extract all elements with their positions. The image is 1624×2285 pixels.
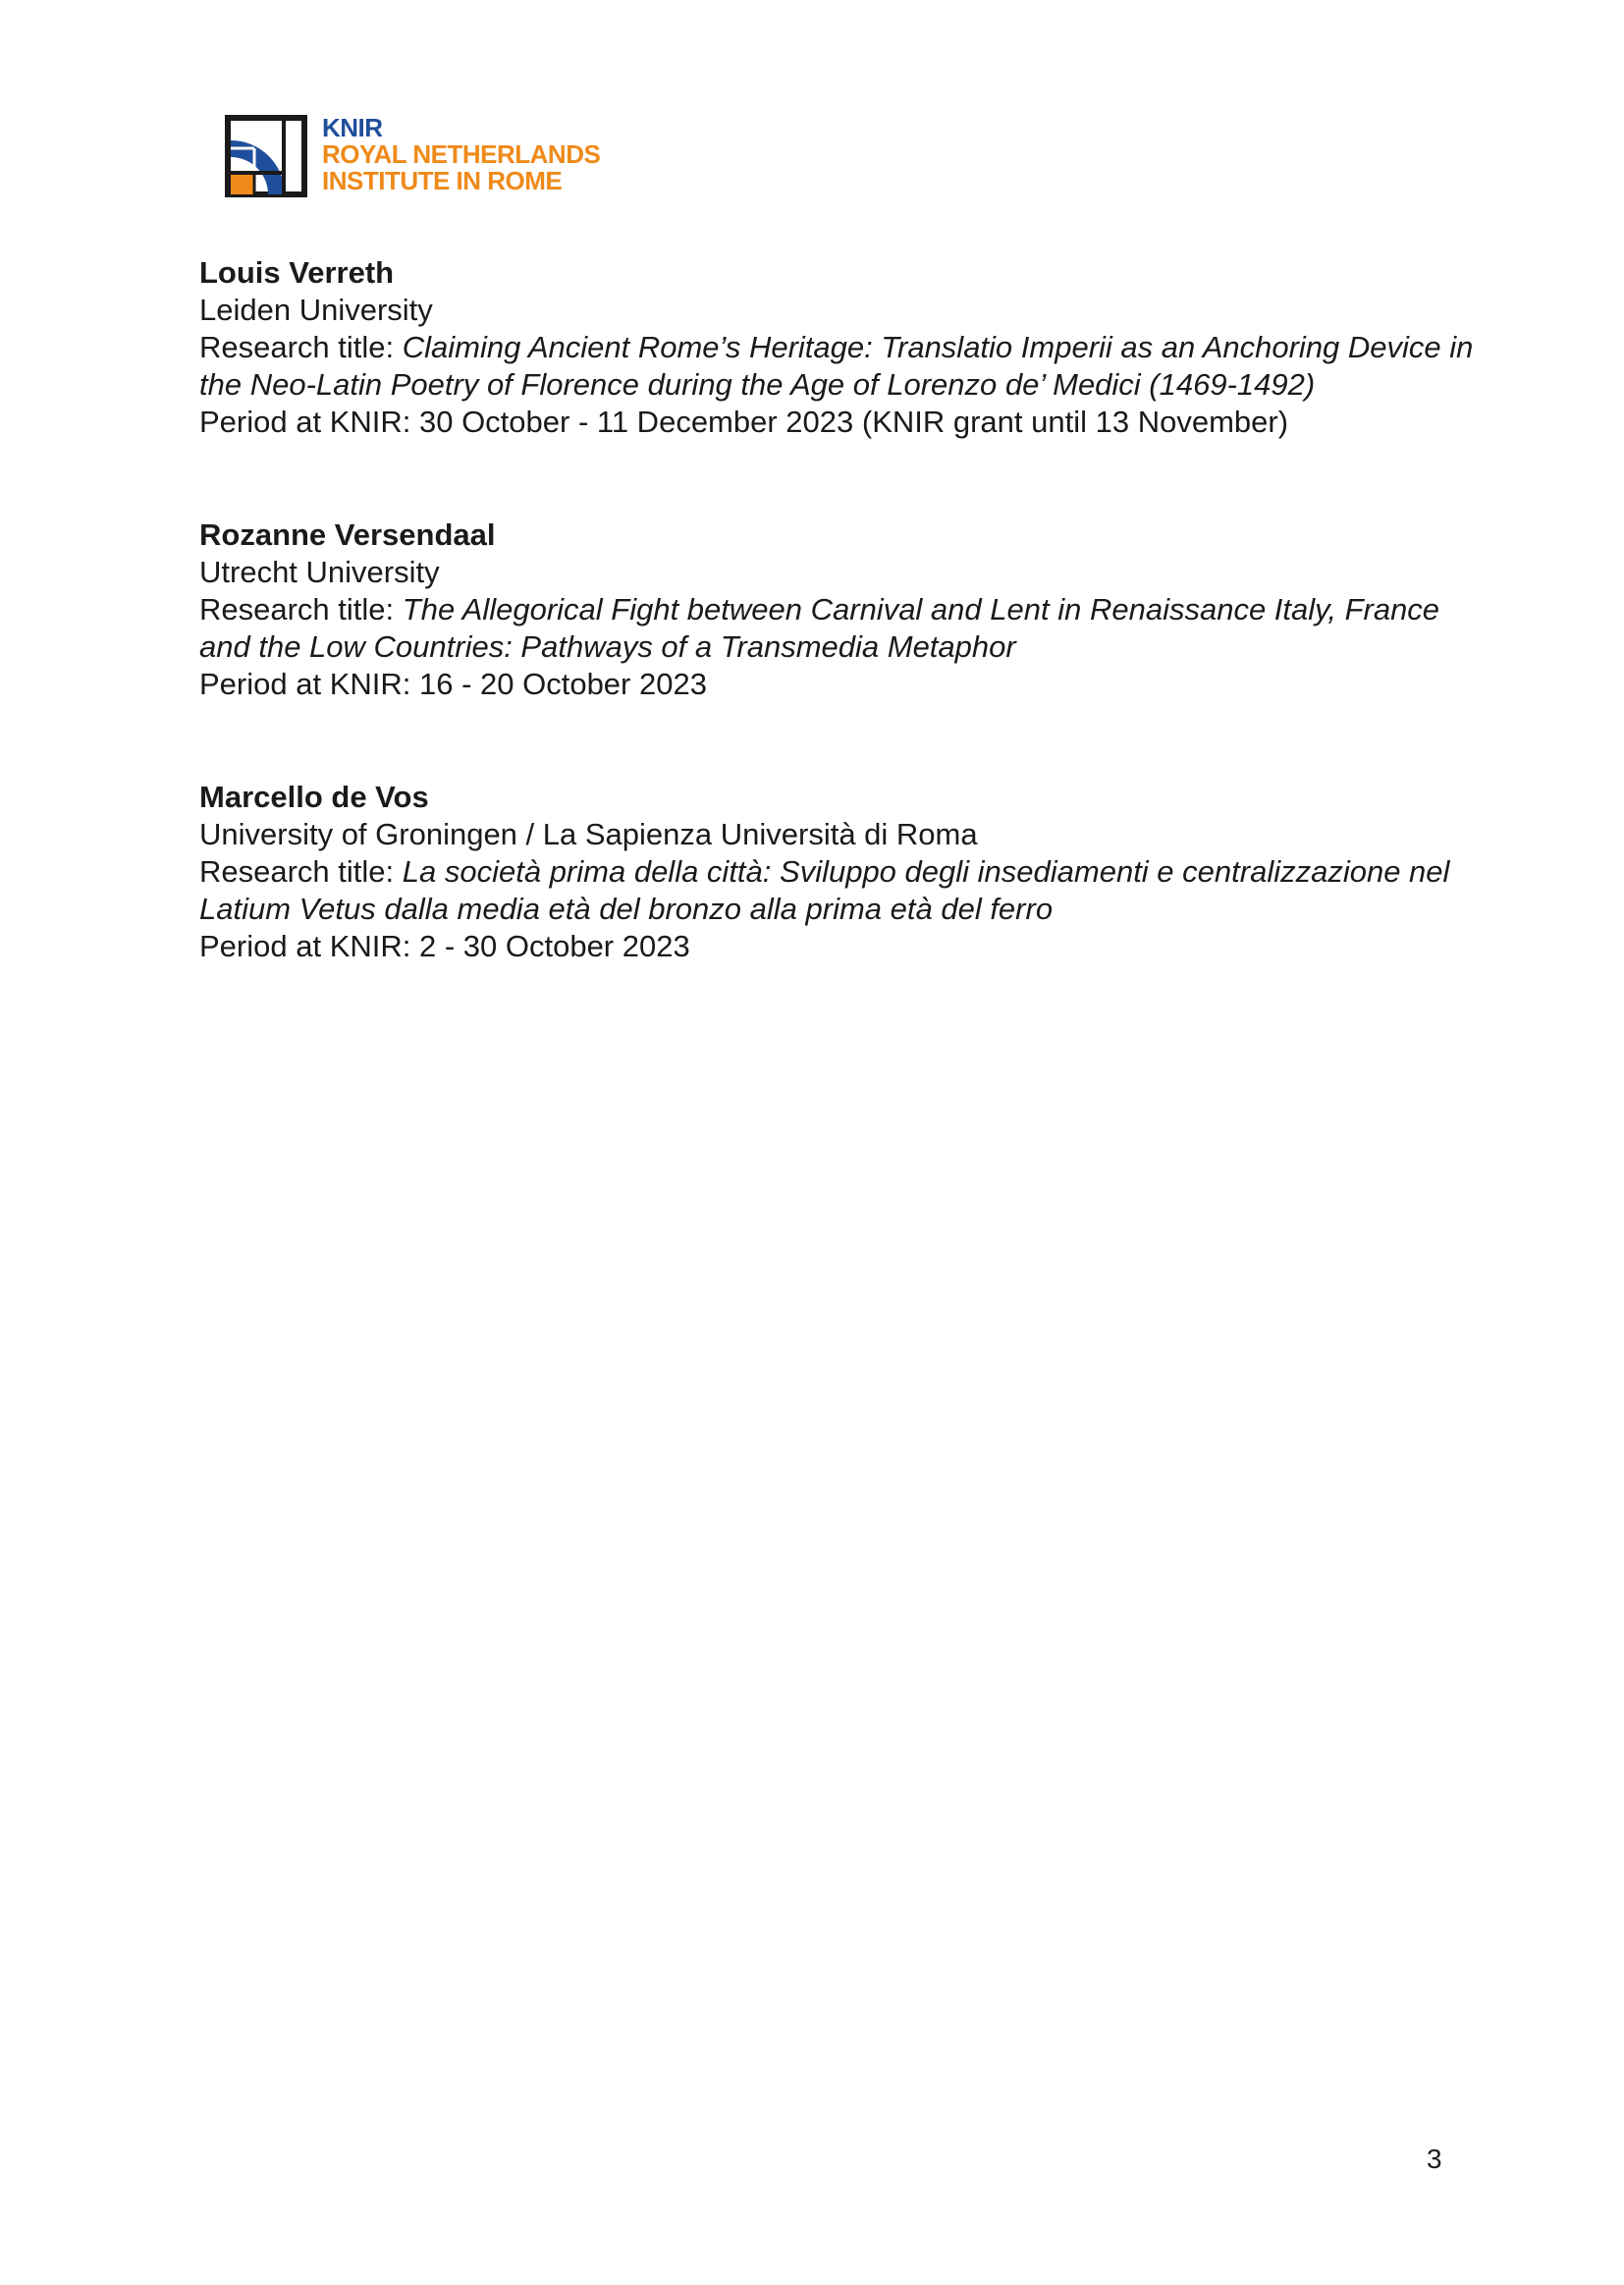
- logo-wordmark: [322, 115, 600, 194]
- knir-logo: [225, 115, 637, 203]
- research-title-label: Research title:: [199, 592, 403, 626]
- fellow-institution: Leiden University: [199, 293, 433, 327]
- page-number: 3: [1427, 2144, 1442, 2174]
- fellow-name: Marcello de Vos: [199, 780, 429, 814]
- logo-line-knir: KNIR: [322, 113, 383, 142]
- research-title: La società prima della città: Sviluppo degli insediamenti e centralizzazione nel Latium Vetus dalla media età del bronzo alla prima età del ferro: [199, 854, 1450, 926]
- fellow-institution: University of Groningen / La Sapienza Università di Roma: [199, 817, 978, 851]
- fellow-name: Louis Verreth: [199, 255, 395, 290]
- knir-logo-mark: [225, 115, 307, 197]
- fellow-entry: [199, 779, 1476, 965]
- logo-line-institute-in-rome: INSTITUTE IN ROME: [322, 166, 563, 195]
- research-title-line: [199, 591, 1476, 666]
- logo-line-royal-netherlands: ROYAL NETHERLANDS: [322, 139, 601, 169]
- knir-period: Period at KNIR: 16 - 20 October 2023: [199, 667, 707, 701]
- fellow-entry: [199, 254, 1476, 441]
- fellow-entry: [199, 517, 1476, 703]
- research-title: The Allegorical Fight between Carnival and Lent in Renaissance Italy, France and the Low Countries: Pathways of a Transmedia Metaphor: [199, 592, 1440, 664]
- research-title: Claiming Ancient Rome’s Heritage: Translatio Imperii as an Anchoring Device in the Neo-Latin Poetry of Florence during the Age of Lorenzo de’ Medici (1469-1492): [199, 330, 1474, 402]
- research-title-line: [199, 329, 1476, 404]
- knir-period: Period at KNIR: 30 October - 11 December 2023 (KNIR grant until 13 November): [199, 405, 1289, 439]
- research-title-line: [199, 853, 1476, 928]
- knir-period: Period at KNIR: 2 - 30 October 2023: [199, 929, 690, 963]
- fellow-institution: Utrecht University: [199, 555, 440, 589]
- fellow-name: Rozanne Versendaal: [199, 517, 496, 552]
- research-title-label: Research title:: [199, 854, 403, 889]
- research-title-label: Research title:: [199, 330, 403, 364]
